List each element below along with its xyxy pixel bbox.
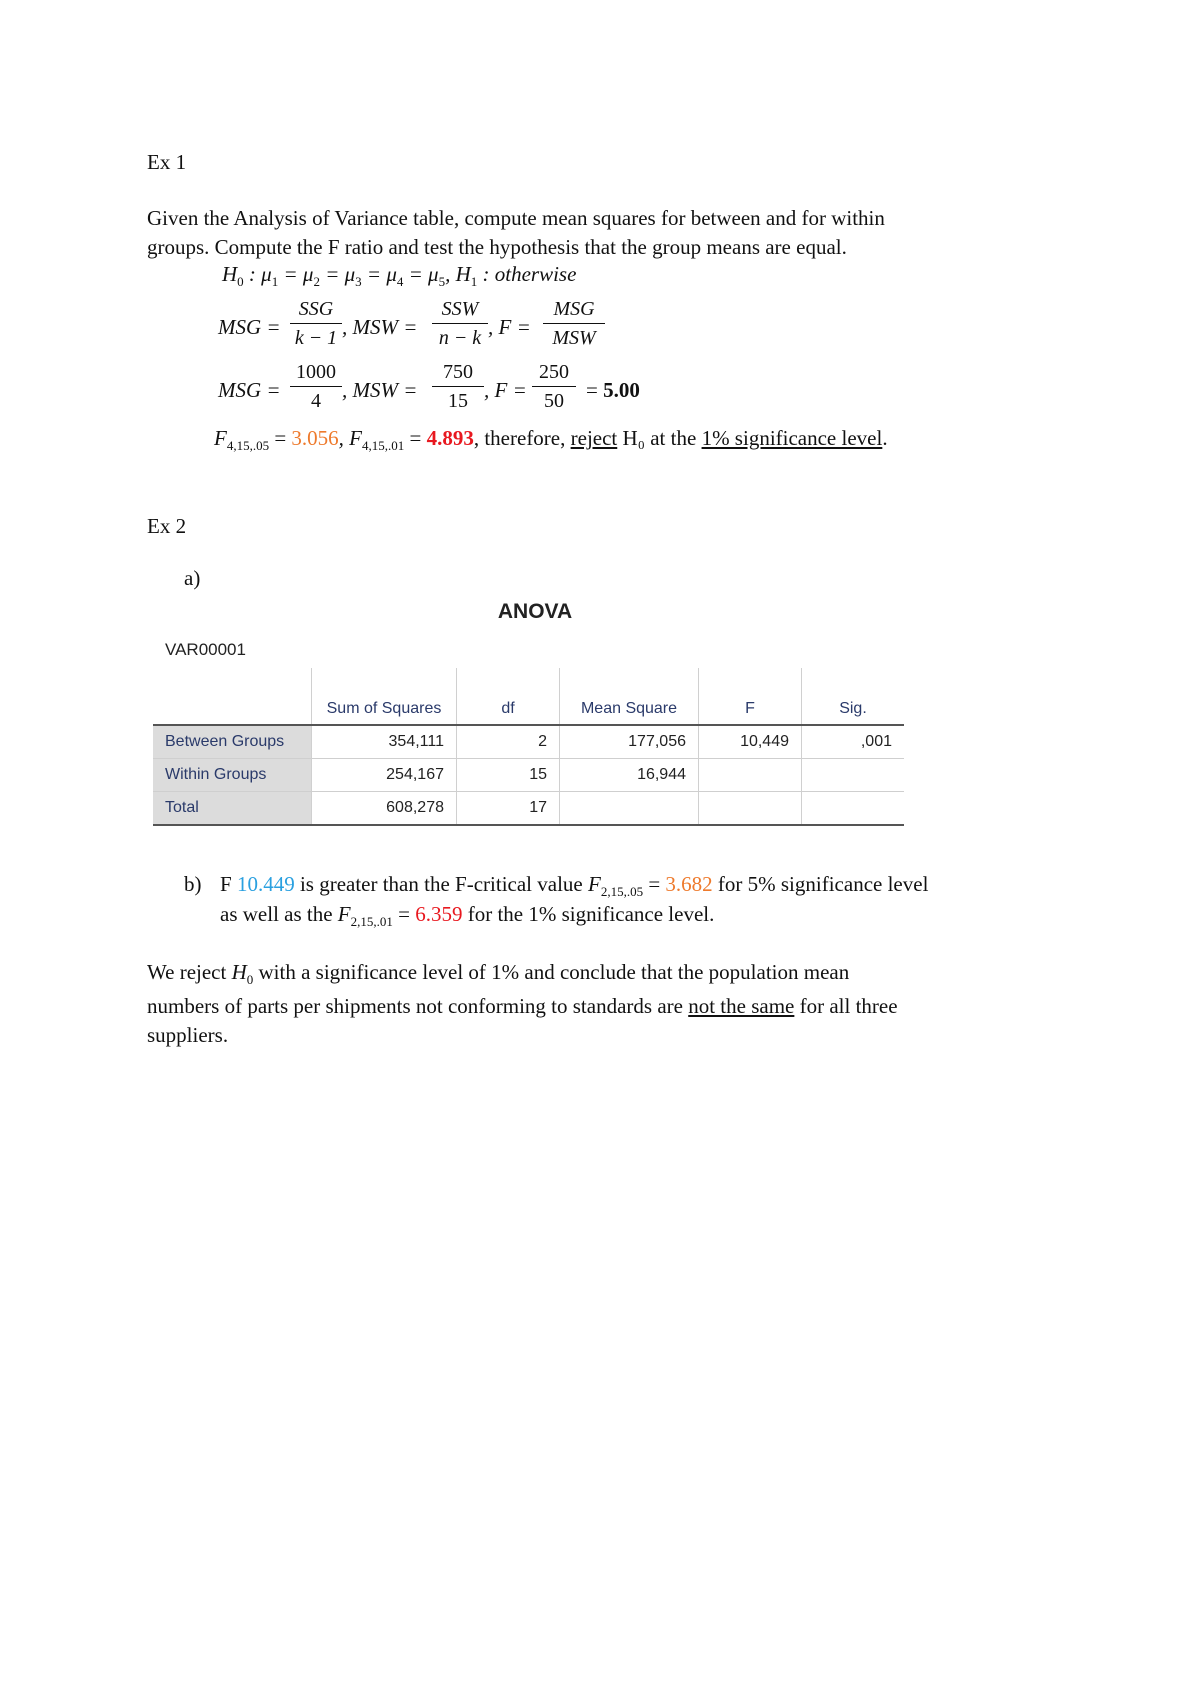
formula1-f-label: , F =: [488, 315, 531, 339]
anova-table: [153, 668, 904, 826]
col-header-sum-of-squares: Sum of Squares: [312, 668, 457, 725]
row-label: Total: [153, 792, 312, 826]
col-header-mean-square: Mean Square: [560, 668, 699, 725]
cell-df: 2: [457, 725, 560, 759]
formula2-result: = 5.00: [586, 378, 640, 402]
conclusion-line3: suppliers.: [147, 1023, 229, 1047]
part-b-line2: as well as the $F_{2,15,.01} = 6.359$ for the 1% significance level.: [220, 902, 715, 930]
formula2-msg-label: MSG =: [218, 378, 281, 402]
formula2-msw-label: , MSW =: [342, 378, 418, 402]
part-b-line1: F 10.449 is greater than the F-critical value $F_{2,15,.05} = 3.682$ for 5% significance level: [220, 872, 929, 900]
part-b-label: b): [184, 872, 202, 896]
col-header-sig: Sig.: [802, 668, 905, 725]
cell-df: 15: [457, 759, 560, 792]
variable-label: VAR00001: [165, 640, 246, 659]
conclusion-line2: numbers of parts per shipments not conforming to standards are not the same for all three: [147, 994, 898, 1018]
ex1-intro-line1: Given the Analysis of Variance table, compute mean squares for between and for within: [147, 206, 885, 230]
cell-f: 10,449: [699, 725, 802, 759]
formula2-f-fraction: 250 50: [532, 361, 576, 412]
table-row: [153, 725, 904, 759]
ex1-heading: Ex 1: [147, 150, 187, 174]
cell-ss: 608,278: [312, 792, 457, 826]
anova-title: ANOVA: [497, 600, 573, 623]
cell-sig: [802, 792, 905, 826]
cell-sig: [802, 759, 905, 792]
cell-f: [699, 759, 802, 792]
cell-ss: 354,111: [312, 725, 457, 759]
table-row: [153, 759, 904, 792]
col-header-f: F: [699, 668, 802, 725]
formula1-msg-fraction: SSG k − 1: [290, 298, 342, 349]
part-a-label: a): [184, 566, 201, 590]
formula2-f-label: , F =: [484, 378, 527, 402]
row-label: Between Groups: [153, 725, 312, 759]
cell-sig: ,001: [802, 725, 905, 759]
ex1-critical-line: $F_{4,15,.05} = 3.056$, $F_{4,15,.01} = 4.893$, therefore, reject H₀ at the 1% significance level.: [214, 426, 888, 454]
conclusion-line1: We reject $H_0$ with a significance level of 1% and conclude that the population mean: [147, 960, 850, 988]
row-label: Within Groups: [153, 759, 312, 792]
formula1-msw-fraction: SSW n − k: [432, 298, 488, 349]
formula2-msw-fraction: 750 15: [432, 361, 484, 412]
cell-ss: 254,167: [312, 759, 457, 792]
cell-df: 17: [457, 792, 560, 826]
col-header-blank: [153, 668, 312, 725]
col-header-df: df: [457, 668, 560, 725]
formula1-msg-label: MSG =: [218, 315, 281, 339]
formula1-f-fraction: MSG MSW: [543, 298, 605, 349]
cell-ms: 16,944: [560, 759, 699, 792]
formula1-msw-label: , MSW =: [342, 315, 418, 339]
formula2-msg-fraction: 1000 4: [290, 361, 342, 412]
cell-ms: 177,056: [560, 725, 699, 759]
ex1-intro-line2: groups. Compute the F ratio and test the hypothesis that the group means are equal.: [147, 235, 847, 259]
table-row: [153, 792, 904, 826]
cell-f: [699, 792, 802, 826]
hypothesis-line: $H_0$ : $\mu_1 = \mu_2 = \mu_3 = \mu_4 = \mu_5$, $H_1$ : otherwise: [222, 262, 577, 290]
ex2-heading: Ex 2: [147, 514, 187, 538]
cell-ms: [560, 792, 699, 826]
